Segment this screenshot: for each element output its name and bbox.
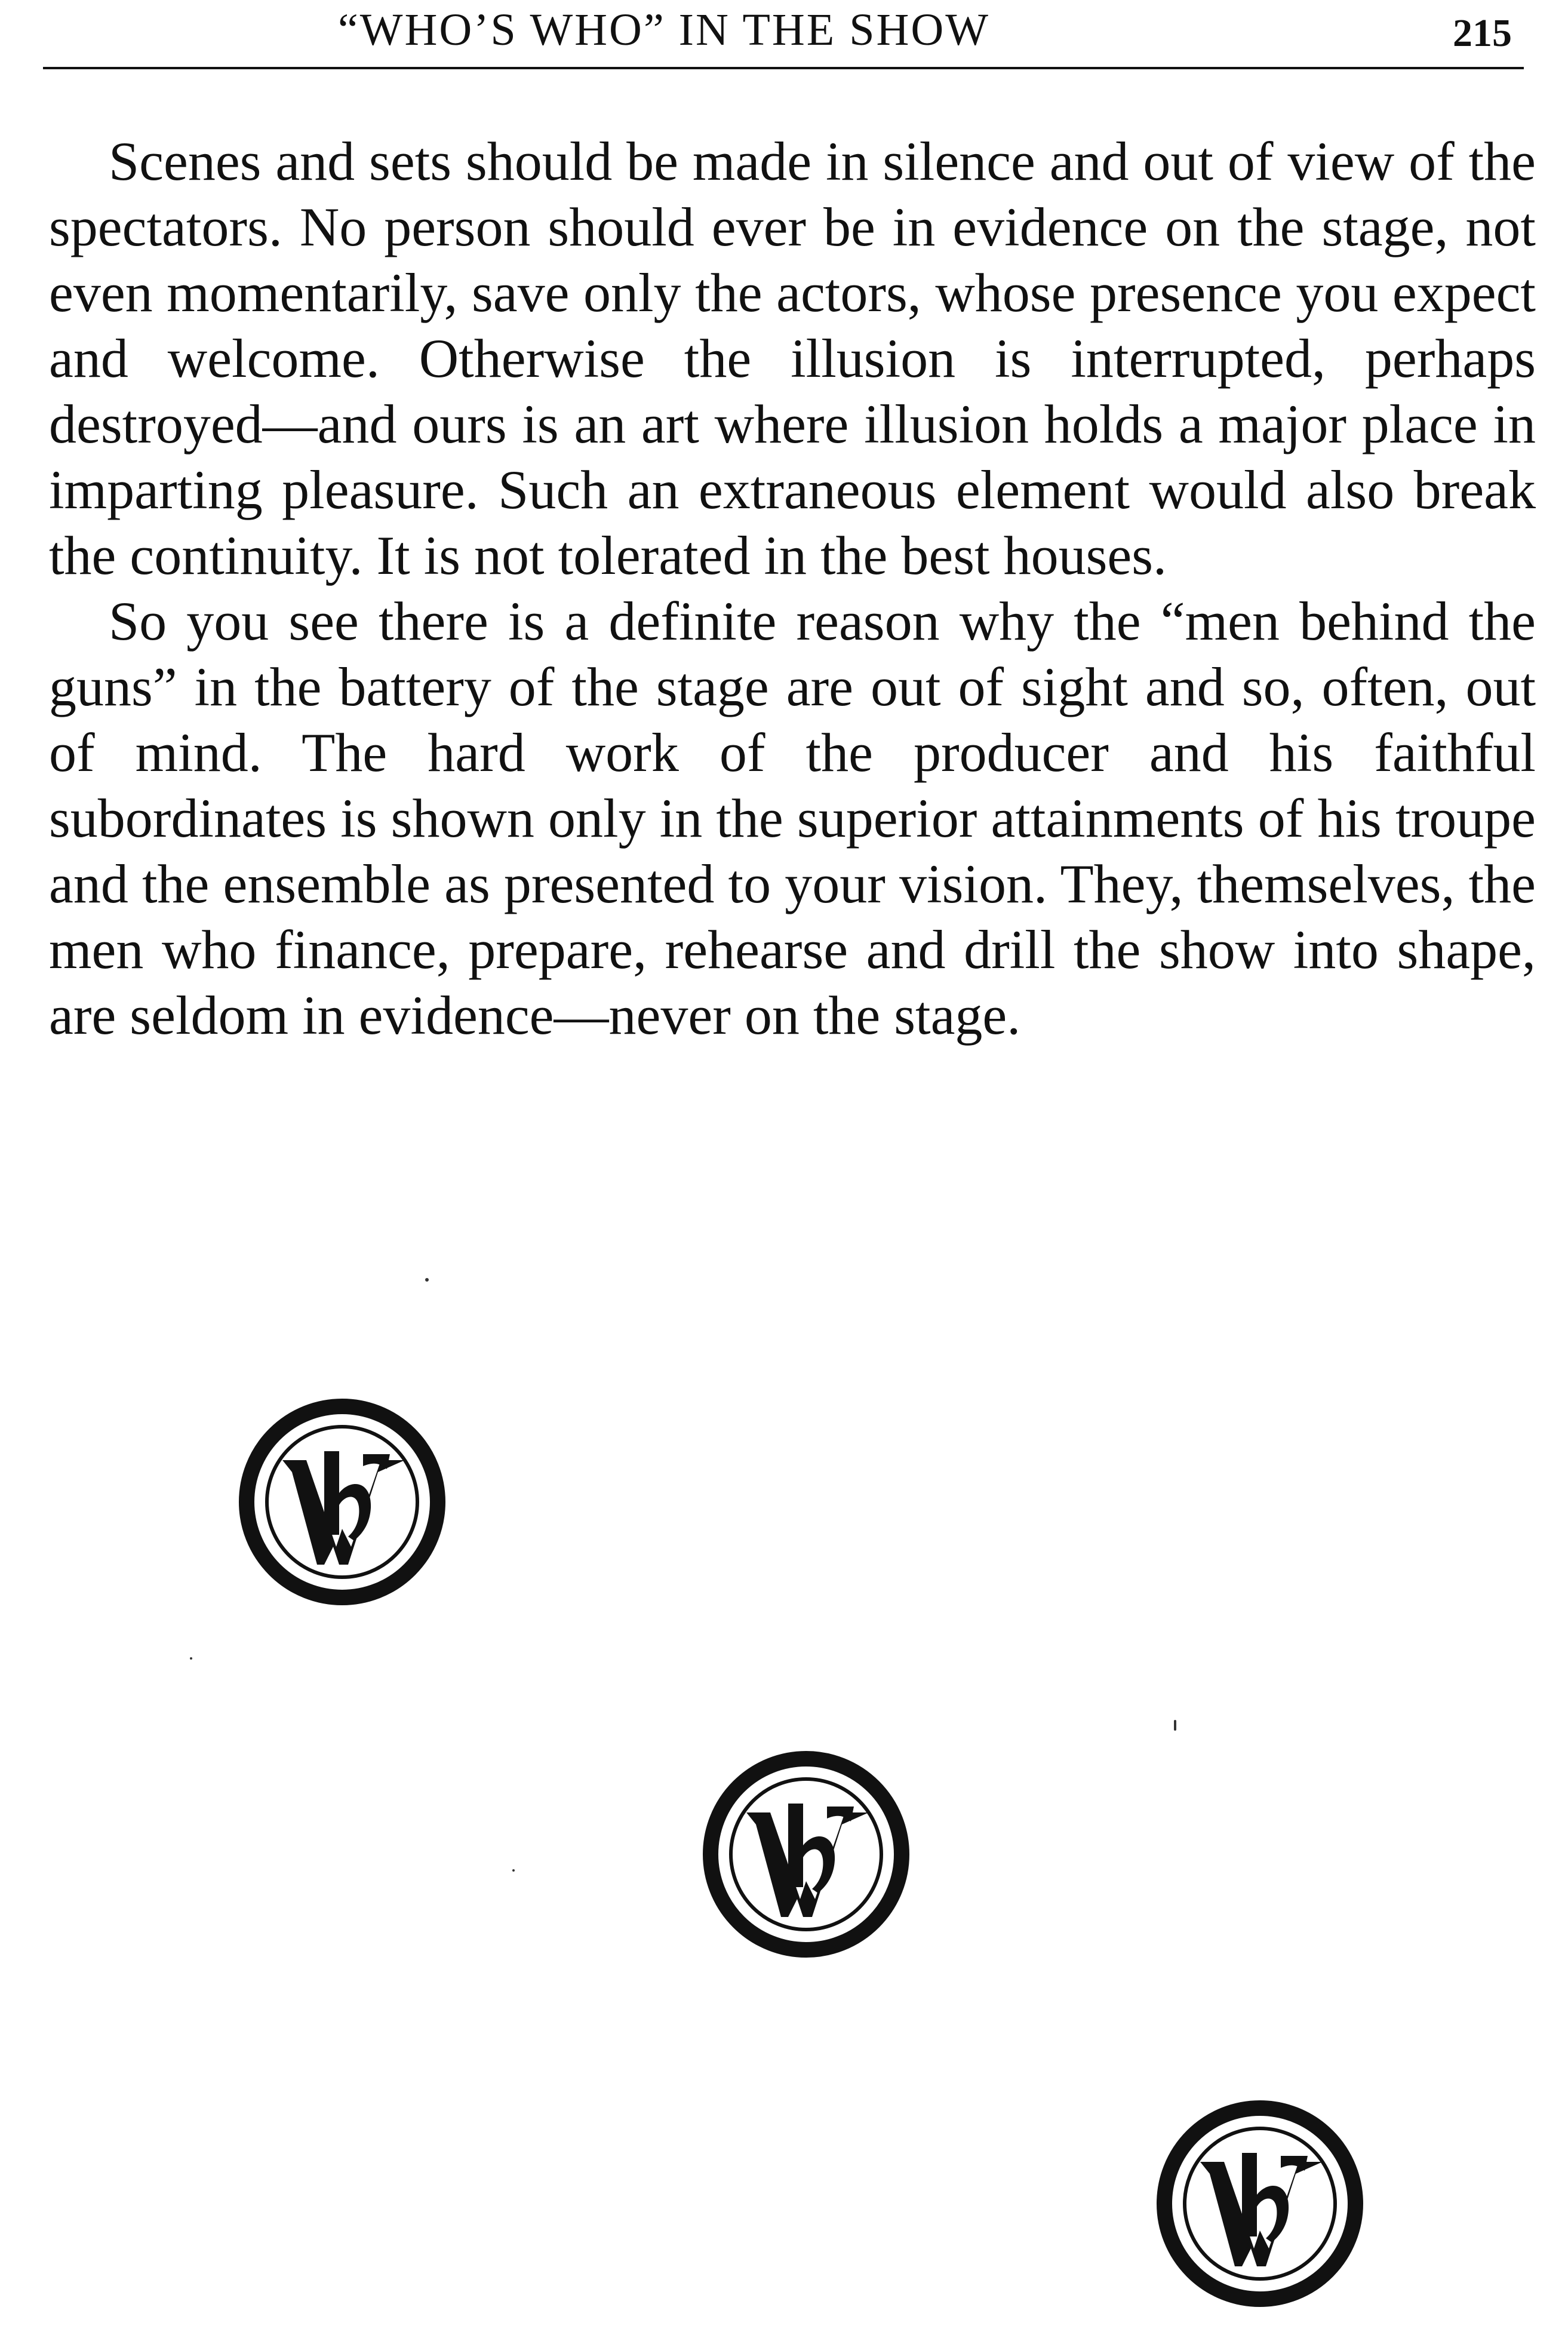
scan-speck [1174,1720,1176,1731]
scan-speck [190,1657,192,1660]
paragraph-2: So you see there is a definite reason why the “men behind the guns” in the battery of the stage are out of sight and so, often, out of mind. The hard work of the producer and his faithful subordinates is shown only in the superior attainments of his troupe and the ensemble as presented to your vision. They, themselves, the men who finance, prepare, rehearse and drill the show into shape, are seldom in evidence—never on the stage. [49,591,1536,1046]
paragraph-1: Scenes and sets should be made in silence and out of view of the spectators. No person should ever be in evidence on the stage, not even momentarily, save only the actors, whose presence you expect and welcome. Otherwise the illusion is interrupted, perhaps destroyed—and ours is an art where illusion holds a major place in imparting pleasure. Such an extraneous element would also break the continuity. It is not tolerated in the best houses. [49,131,1536,586]
page-number: 215 [1453,11,1512,55]
page-header [43,0,1536,70]
body-text [49,128,1536,1048]
scan-speck [425,1278,429,1282]
monogram-seal-icon [699,1747,914,1962]
scan-speck [512,1869,515,1872]
monogram-seal-icon [1152,2096,1367,2311]
running-head: “WHO’S WHO” IN THE SHOW [338,5,990,55]
monogram-seal-icon [235,1394,450,1609]
header-rule [43,67,1524,69]
